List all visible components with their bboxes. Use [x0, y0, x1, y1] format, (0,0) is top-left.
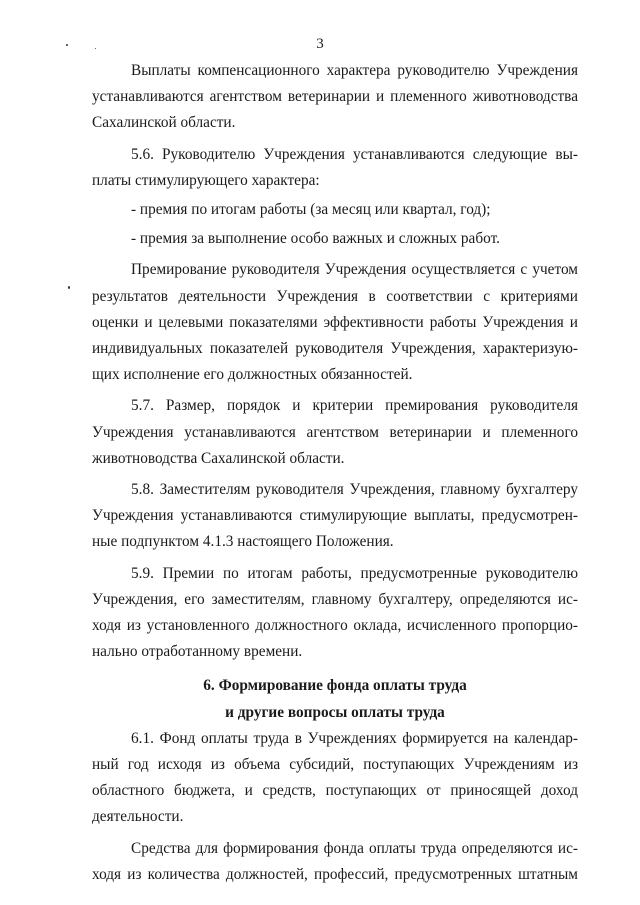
text-line: ный год исходя из объема субсидий, поступающих Учреждениям из	[92, 756, 578, 774]
text-line: устанавливаются агентством ветеринарии и племенного животноводства	[92, 88, 578, 106]
text-line: 5.9. Премии по итогам работы, предусмотренные руководителю	[131, 564, 578, 582]
text-line: - премия за выполнение особо важных и сложных работ.	[131, 230, 500, 248]
text-line: животноводства Сахалинской области.	[92, 449, 345, 467]
paragraph	[92, 477, 578, 556]
text-line: ные подпунктом 4.1.3 настоящего Положения.	[92, 533, 394, 551]
text-line: Учреждения, его заместителям, главному бухгалтеру, определяются ис-	[92, 590, 578, 608]
paragraph	[92, 561, 578, 666]
paragraph	[92, 58, 578, 137]
paragraph	[92, 142, 578, 194]
paragraph	[92, 836, 578, 888]
text-line: - премия по итогам работы (за месяц или квартал, год);	[131, 201, 491, 219]
scan-speck	[68, 286, 70, 289]
scan-speck	[95, 48, 96, 49]
paragraph	[92, 393, 578, 472]
text-line: Сахалинской области.	[92, 114, 236, 132]
text-line: 5.7. Размер, порядок и критерии премирования руководителя	[131, 397, 578, 415]
text-line: Средства для формирования фонда оплаты труда определяются ис-	[131, 839, 578, 857]
text-line: Учреждения устанавливаются стимулирующие выплаты, предусмотрен-	[92, 507, 578, 525]
document-body	[92, 58, 578, 888]
text-line: 5.8. Заместителям руководителя Учреждения, главному бухгалтеру	[131, 481, 578, 499]
text-line: Премирование руководителя Учреждения осуществляется с учетом	[131, 261, 578, 279]
text-line: деятельности.	[92, 808, 184, 826]
list-item	[92, 197, 578, 223]
text-line: индивидуальных показателей руководителя Учреждения, характеризую-	[92, 340, 578, 358]
section-heading-continued: и другие вопросы оплаты труда	[225, 703, 445, 721]
page-number: 3	[316, 36, 324, 52]
paragraph	[92, 257, 578, 388]
text-line: платы стимулирующего характера:	[92, 171, 320, 189]
text-line: 6.1. Фонд оплаты труда в Учреждениях формируется на календар-	[131, 729, 578, 747]
text-line: ходя из установленного должностного оклада, исчисленного пропорцио-	[92, 617, 578, 635]
scan-speck	[66, 44, 68, 46]
text-line: щих исполнение его должностных обязанностей.	[92, 366, 413, 384]
text-line: Выплаты компенсационного характера руководителю Учреждения	[131, 62, 578, 79]
text-line: оценки и целевыми показателями эффективности работы Учреждения и	[92, 313, 578, 331]
text-line: Учреждения устанавливаются агентством ветеринарии и племенного	[92, 423, 578, 441]
text-line: нально отработанному времени.	[92, 643, 303, 661]
section-heading: 6. Формирование фонда оплаты труда	[203, 677, 467, 695]
list-item	[92, 226, 578, 252]
paragraph	[92, 726, 578, 831]
text-line: ходя из количества должностей, профессий, предусмотренных штатным	[92, 865, 578, 883]
text-line: 5.6. Руководителю Учреждения устанавливаются следующие вы-	[131, 145, 578, 163]
text-line: результатов деятельности Учреждения в соответствии с критериями	[92, 287, 578, 305]
text-line: областного бюджета, и средств, поступающих от приносящей доход	[92, 782, 578, 800]
